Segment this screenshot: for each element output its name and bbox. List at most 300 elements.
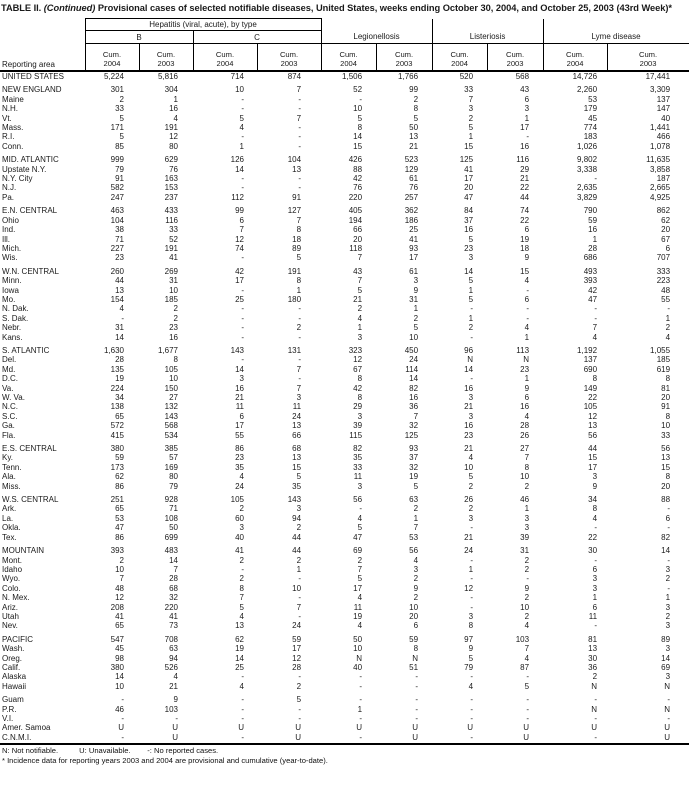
value-cell: 23 (464, 243, 474, 253)
table-row (0, 603, 689, 612)
value-cell: 48 (115, 583, 124, 593)
value-cell: 333 (656, 266, 671, 276)
area-cell: W.N. CENTRAL (2, 266, 59, 276)
area-cell: Oreg. (2, 653, 23, 663)
value-cell: 7 (413, 523, 419, 533)
value-cell: 6 (592, 602, 598, 612)
table-row (0, 593, 689, 602)
value-cell: 31 (115, 323, 124, 333)
value-cell: 15 (588, 453, 598, 463)
value-cell: 23 (115, 253, 124, 263)
table-row (0, 123, 689, 132)
subgroup-hepatitis-b: B (85, 31, 193, 44)
value-cell: 4 (357, 513, 363, 523)
value-cell: - (175, 714, 178, 723)
value-cell: 116 (165, 215, 178, 225)
value-cell: 33 (353, 462, 363, 472)
value-cell: 257 (404, 192, 419, 202)
value-cell: 37 (409, 453, 419, 463)
value-cell: - (667, 583, 671, 593)
mmwr-table-page (0, 3, 689, 766)
area-cell: Idaho (2, 564, 23, 574)
table-row (0, 71, 689, 81)
table-row (0, 85, 689, 94)
value-cell: 137 (656, 94, 671, 104)
value-cell: 2,665 (650, 183, 671, 193)
value-cell: - (298, 183, 302, 193)
value-cell: 5 (239, 602, 244, 612)
value-cell: 7 (296, 602, 302, 612)
table-row (0, 453, 689, 462)
area-cell: Md. (2, 364, 16, 374)
table-row (0, 482, 689, 491)
value-cell: 874 (287, 72, 302, 81)
value-cell: 33 (661, 430, 671, 440)
table-row (0, 663, 689, 672)
value-cell: 1 (592, 234, 598, 244)
value-cell: 41 (115, 611, 124, 621)
table-header (0, 19, 689, 72)
value-cell: 116 (516, 155, 530, 165)
table-row (0, 514, 689, 523)
value-cell: 17 (235, 421, 244, 431)
value-cell: 1,026 (577, 141, 598, 151)
value-cell: 25 (235, 662, 244, 672)
value-cell: 23 (464, 430, 474, 440)
value-cell: 5 (357, 113, 363, 123)
value-cell: 14 (169, 555, 178, 565)
table-row (0, 225, 689, 234)
value-cell: - (359, 681, 363, 691)
value-cell: 2 (413, 94, 419, 104)
value-cell: 8 (524, 462, 530, 472)
value-cell: 61 (409, 266, 419, 276)
area-cell: N.J. (2, 183, 17, 193)
year-label: 2003 (157, 59, 175, 69)
value-cell: 862 (656, 206, 671, 216)
value-cell: 2 (296, 555, 302, 565)
table-row (0, 546, 689, 555)
value-cell: N (467, 355, 474, 365)
value-cell: 24 (292, 411, 302, 421)
value-cell: 8 (665, 374, 671, 384)
value-cell: 26 (520, 430, 530, 440)
value-cell: 4 (239, 681, 244, 691)
value-cell: 13 (292, 164, 302, 174)
value-cell: 8 (296, 276, 302, 286)
value-cell: 13 (115, 285, 124, 295)
value-cell: 5 (413, 481, 419, 491)
value-cell: 19 (115, 374, 124, 384)
value-cell: 2 (239, 555, 244, 565)
value-cell: - (667, 714, 671, 723)
value-cell: 21 (169, 681, 178, 691)
value-cell: - (298, 123, 302, 133)
value-cell: 7 (296, 113, 302, 123)
value-cell: 52 (169, 234, 178, 244)
value-cell: 2 (239, 504, 244, 514)
header-group-row-2 (0, 31, 689, 44)
value-cell: 463 (110, 206, 124, 216)
value-cell: 4 (173, 113, 178, 123)
value-cell: 45 (115, 644, 124, 654)
value-cell: 3 (357, 481, 363, 491)
col-header-legionellosis-cum-2003 (376, 44, 432, 72)
area-cell: Ariz. (2, 602, 18, 612)
value-cell: 163 (164, 174, 178, 184)
value-cell: 12 (115, 593, 124, 603)
value-cell: 5 (296, 695, 302, 705)
value-cell: 24 (235, 481, 244, 491)
value-cell: 19 (235, 644, 244, 654)
value-cell: 82 (353, 444, 363, 454)
value-cell: 14 (464, 266, 474, 276)
value-cell: 20 (661, 481, 671, 491)
year-label: 2004 (451, 59, 468, 69)
value-cell: 5 (524, 681, 530, 691)
value-cell: 10 (235, 85, 244, 95)
value-cell: - (121, 732, 124, 742)
value-cell: U (412, 723, 419, 733)
value-cell: 7 (357, 564, 363, 574)
value-cell: 7 (413, 411, 419, 421)
value-cell: 247 (110, 192, 124, 202)
value-cell: 71 (115, 234, 124, 244)
value-cell: 16 (464, 421, 474, 431)
value-cell: 16 (520, 141, 530, 151)
value-cell: U (664, 723, 671, 733)
value-cell: 132 (164, 402, 178, 412)
value-cell: 31 (409, 294, 419, 304)
value-cell: 1,630 (103, 345, 124, 355)
value-cell: 46 (115, 704, 124, 714)
value-cell: N (412, 653, 419, 663)
value-cell: 34 (588, 495, 598, 505)
value-cell: 5 (357, 285, 363, 295)
area-cell: Miss. (2, 481, 21, 491)
value-cell: 79 (464, 662, 474, 672)
value-cell: 6 (524, 294, 530, 304)
value-cell: 3 (592, 574, 598, 584)
value-cell: 12 (235, 234, 244, 244)
value-cell: 1,078 (650, 141, 671, 151)
value-cell: 21 (464, 402, 474, 412)
value-cell: 19 (353, 611, 363, 621)
value-cell: 3 (524, 513, 530, 523)
value-cell: - (667, 504, 671, 514)
value-cell: N (664, 704, 671, 714)
value-cell: 27 (169, 393, 178, 402)
header-blank (0, 31, 85, 44)
value-cell: 12 (588, 411, 598, 421)
value-cell: - (470, 704, 474, 714)
value-cell: 143 (287, 495, 302, 505)
value-cell: 1 (665, 593, 671, 603)
value-cell: 68 (169, 583, 178, 593)
value-cell: 520 (459, 72, 474, 81)
table-row (0, 286, 689, 295)
value-cell: 13 (292, 421, 302, 431)
value-cell: 7 (239, 225, 244, 235)
area-cell: Amer. Samoa (2, 723, 51, 733)
value-cell: 171 (110, 123, 124, 133)
area-cell: D.C. (2, 374, 18, 384)
value-cell: 79 (169, 481, 178, 491)
value-cell: 7 (296, 383, 302, 393)
value-cell: 129 (404, 164, 419, 174)
value-cell: - (526, 704, 530, 714)
year-label: 2004 (566, 59, 584, 69)
value-cell: 7 (524, 453, 530, 463)
value-cell: - (298, 174, 302, 184)
value-cell: 5 (468, 276, 474, 286)
value-cell: 44 (115, 276, 124, 286)
value-cell: - (298, 355, 302, 365)
value-cell: 40 (353, 662, 363, 672)
value-cell: 97 (464, 634, 474, 644)
value-cell: - (594, 621, 598, 631)
value-cell: 169 (164, 462, 178, 472)
value-cell: 10 (520, 602, 530, 612)
value-cell: 47 (464, 192, 474, 202)
table-row (0, 463, 689, 472)
value-cell: 43 (353, 266, 363, 276)
value-cell: 23 (235, 453, 244, 463)
table-title-label: TABLE II. (1, 3, 42, 13)
value-cell: - (470, 602, 474, 612)
value-cell: 21 (235, 393, 244, 402)
value-cell: 405 (348, 206, 363, 216)
value-cell: 774 (583, 123, 598, 133)
value-cell: 28 (292, 662, 302, 672)
value-cell: 63 (409, 495, 419, 505)
value-cell: 8 (239, 583, 244, 593)
value-cell: - (241, 323, 244, 333)
value-cell: 21 (520, 174, 530, 184)
value-cell: 2 (173, 304, 178, 314)
value-cell: 380 (110, 662, 124, 672)
value-cell: 6 (524, 393, 530, 402)
value-cell: U (591, 723, 598, 733)
value-cell: 2 (524, 481, 530, 491)
value-cell: 4 (524, 276, 530, 286)
value-cell: 191 (164, 123, 178, 133)
value-cell: 28 (115, 355, 124, 365)
value-cell: 3 (413, 564, 419, 574)
value-cell: 16 (235, 383, 244, 393)
value-cell: 99 (409, 85, 419, 95)
table-row (0, 384, 689, 393)
area-cell: Nev. (2, 621, 18, 631)
value-cell: 86 (115, 532, 124, 542)
value-cell: 86 (115, 481, 124, 491)
value-cell: - (241, 564, 244, 574)
value-cell: 3 (296, 504, 302, 514)
table-row (0, 472, 689, 481)
value-cell: 2 (413, 593, 419, 603)
value-cell: 22 (588, 393, 598, 402)
value-cell: 59 (292, 634, 302, 644)
value-cell: 415 (110, 430, 124, 440)
table-row (0, 165, 689, 174)
table-row (0, 723, 689, 732)
value-cell: 32 (169, 593, 178, 603)
value-cell: 547 (110, 634, 124, 644)
value-cell: 4 (592, 332, 598, 342)
value-cell: 2 (665, 611, 671, 621)
area-cell: La. (2, 513, 14, 523)
value-cell: 5 (413, 113, 419, 123)
value-cell: 3 (357, 411, 363, 421)
table-row (0, 523, 689, 532)
value-cell: 1 (524, 332, 530, 342)
table-row (0, 295, 689, 304)
value-cell: 2 (665, 323, 671, 333)
value-cell: - (470, 555, 474, 565)
value-cell: 47 (115, 523, 124, 533)
value-cell: 59 (115, 453, 124, 463)
value-cell: 112 (231, 192, 244, 202)
value-cell: 4 (173, 672, 178, 682)
value-cell: 17 (409, 253, 419, 263)
value-cell: 56 (588, 430, 598, 440)
value-cell: N (591, 681, 598, 691)
table-row (0, 174, 689, 183)
cum-label: Cum. (156, 50, 176, 60)
area-cell: E.N. CENTRAL (2, 206, 58, 216)
value-cell: 67 (661, 234, 671, 244)
value-cell: 1,441 (650, 123, 671, 133)
value-cell: 4 (239, 611, 244, 621)
value-cell: 8 (357, 374, 363, 384)
value-cell: 483 (164, 546, 178, 556)
value-cell: 10 (520, 472, 530, 482)
table-row (0, 431, 689, 440)
table-row (0, 421, 689, 430)
value-cell: - (594, 555, 598, 565)
value-cell: 69 (661, 662, 671, 672)
value-cell: 3 (239, 523, 244, 533)
value-cell: 14 (115, 332, 124, 342)
value-cell: 91 (115, 174, 124, 184)
value-cell: 7 (119, 574, 124, 584)
value-cell: 138 (110, 402, 124, 412)
area-cell: W. Va. (2, 393, 25, 402)
area-cell: Ky. (2, 453, 13, 463)
value-cell: 29 (353, 402, 363, 412)
footnote-rule (0, 743, 689, 745)
value-cell: - (298, 574, 302, 584)
column-group-spacer-listeriosis (432, 19, 543, 31)
value-cell: 53 (409, 532, 419, 542)
value-cell: 8 (357, 393, 363, 402)
area-cell: Guam (2, 695, 24, 705)
value-cell: - (415, 704, 419, 714)
value-cell: 15 (661, 462, 671, 472)
value-cell: 6 (665, 243, 671, 253)
value-cell: 86 (235, 444, 244, 454)
value-cell: 30 (588, 653, 598, 663)
value-cell: - (298, 304, 302, 314)
value-cell: 191 (164, 243, 178, 253)
value-cell: - (594, 304, 598, 314)
value-cell: 3,338 (577, 164, 598, 174)
value-cell: 147 (656, 104, 671, 114)
value-cell: 3,829 (577, 192, 598, 202)
value-cell: - (470, 593, 474, 603)
value-cell: 115 (349, 430, 363, 440)
table-row (0, 612, 689, 621)
value-cell: 4 (524, 621, 530, 631)
value-cell: - (415, 672, 419, 682)
value-cell: 3 (592, 472, 598, 482)
value-cell: 48 (661, 285, 671, 295)
value-cell: 5 (468, 294, 474, 304)
value-cell: 126 (230, 155, 244, 165)
value-cell: 11 (353, 602, 363, 612)
value-cell: - (241, 253, 244, 263)
value-cell: 59 (409, 634, 419, 644)
value-cell: - (526, 714, 530, 723)
value-cell: 153 (164, 183, 178, 193)
value-cell: 6 (524, 225, 530, 235)
value-cell: 13 (235, 621, 244, 631)
value-cell: 2 (468, 504, 474, 514)
table-row (0, 672, 689, 681)
value-cell: 66 (292, 430, 302, 440)
value-cell: 220 (348, 192, 363, 202)
value-cell: U (238, 723, 244, 733)
value-cell: 20 (353, 234, 363, 244)
value-cell: 150 (164, 383, 178, 393)
value-cell: 180 (287, 294, 302, 304)
year-label: 2003 (395, 59, 413, 69)
value-cell: - (594, 732, 598, 742)
value-cell: 10 (115, 681, 124, 691)
value-cell: 7 (592, 323, 598, 333)
area-cell: Mich. (2, 243, 22, 253)
area-cell: Del. (2, 355, 17, 365)
header-corner-blank (0, 19, 85, 31)
value-cell: 33 (169, 225, 178, 235)
value-cell: 1 (357, 704, 363, 714)
value-cell: 14 (235, 164, 244, 174)
value-cell: 5 (468, 472, 474, 482)
area-cell: V.I. (2, 714, 14, 723)
value-cell: 32 (409, 462, 419, 472)
value-cell: 4 (357, 621, 363, 631)
value-cell: 56 (409, 546, 419, 556)
area-cell: Ill. (2, 234, 10, 244)
col-header-reporting-area: Reporting area (0, 44, 85, 72)
value-cell: 7 (524, 644, 530, 654)
area-cell: Maine (2, 94, 24, 104)
area-cell: Colo. (2, 583, 21, 593)
value-cell: 8 (592, 504, 598, 514)
value-cell: 6 (239, 215, 244, 225)
value-cell: - (359, 714, 363, 723)
value-cell: 91 (661, 402, 671, 412)
value-cell: 1 (413, 513, 419, 523)
area-cell: S.C. (2, 411, 18, 421)
column-group-legionellosis: Legionellosis (321, 31, 432, 44)
value-cell: 14 (661, 546, 671, 556)
value-cell: - (526, 574, 530, 584)
value-cell: 6 (524, 94, 530, 104)
area-cell: Ala. (2, 472, 16, 482)
value-cell: 12 (464, 583, 474, 593)
value-cell: 76 (169, 164, 178, 174)
